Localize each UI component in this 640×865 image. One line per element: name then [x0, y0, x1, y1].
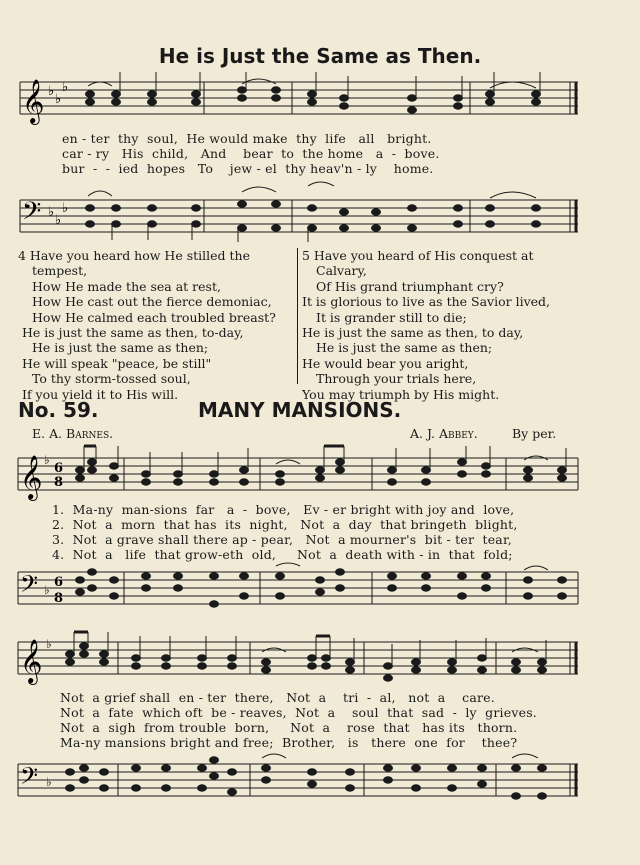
hymn1-bass-staff — [0, 172, 640, 242]
svg-text:𝄢: 𝄢 — [20, 762, 39, 795]
hymn-title-2: MANY MANSIONS. — [198, 398, 402, 422]
hymn-title: He is Just the Same as Then. — [158, 44, 482, 68]
flat-icon: ♭ — [48, 84, 55, 99]
hymn2-treble-staff-1 — [0, 442, 640, 502]
svg-text:8: 8 — [54, 475, 64, 490]
hymn-number: No. 59. — [18, 398, 99, 422]
svg-text:♭: ♭ — [44, 453, 50, 467]
treble-clef-icon-2: 𝄞 — [20, 455, 43, 499]
treble-clef-icon: 𝄞 — [22, 79, 45, 123]
svg-text:♭: ♭ — [46, 775, 52, 789]
hymn2-treble-staff-2 — [0, 628, 640, 690]
svg-text:♭: ♭ — [55, 213, 62, 228]
svg-text:6: 6 — [54, 461, 64, 476]
svg-text:♭: ♭ — [44, 583, 50, 597]
svg-text:8: 8 — [54, 591, 64, 606]
verse-4: 4 Have you heard how He stilled the tempest, How He made the sea at rest, How He cast out the fierce demoniac, How He calmed each troubled breast? He is just the same as then, to-day, He is just the same as then; He will speak "peace, be still" To thy storm-tossed soul, If you yield it to His will. — [18, 248, 276, 402]
hymn2-verse-3: 3. Not a grave shall there ap - pear, Not a mourner's bit - ter tear, — [52, 532, 512, 547]
svg-text:♭: ♭ — [46, 637, 52, 651]
svg-text:♭: ♭ — [48, 205, 55, 220]
svg-text:♭: ♭ — [62, 80, 69, 95]
svg-text:𝄢: 𝄢 — [20, 570, 39, 603]
hymn2-verse-1: 1. Ma-ny man-sions far a - bove, Ev - er bright with joy and love, — [52, 502, 515, 517]
hymn2-refrain-4: Ma-ny mansions bright and free; Brother, is there one for thee? — [60, 735, 518, 750]
hymn2-bass-staff-2 — [0, 748, 640, 814]
hymn1-lyric-line-2: car - ry His child, And bear to the home a - bove. — [62, 146, 440, 161]
hymn2-refrain-2: Not a fate which oft be - reaves, Not a soul that sad - ly grieves. — [60, 705, 537, 720]
hymn1-treble-staff — [0, 70, 640, 140]
svg-text:6: 6 — [54, 575, 64, 590]
verse-5: 5 Have you heard of His conquest at Calvary, Of His grand triumphant cry? It is glorious to live as the Savior lived, It is grander still to die; He is just the same as then, to day, He is just the same as then; He would bear you aright, Through your trials here, You may triumph by His might. — [302, 248, 550, 402]
hymn2-refrain-3: Not a sigh from trouble born, Not a rose that has its thorn. — [60, 720, 518, 735]
permission-credit: By per. — [512, 426, 557, 441]
hymn2-bass-staff-1 — [0, 558, 640, 620]
hymn1-lyric-line-1: en - ter thy soul, He would make thy life all bright. — [62, 131, 432, 146]
svg-text:♭: ♭ — [55, 92, 62, 107]
hymn2-refrain-1: Not a grief shall en - ter there, Not a tri - al, not a care. — [60, 690, 495, 705]
author-credit: E. A. Barnes. — [32, 426, 114, 441]
verse-divider — [297, 248, 298, 384]
bass-clef-icon: 𝄢 — [22, 197, 42, 232]
hymn2-verse-4: 4. Not a life that grow-eth old, Not a death with - in that fold; — [52, 547, 513, 562]
hymn2-verse-2: 2. Not a morn that has its night, Not a day that bringeth blight, — [52, 517, 518, 532]
composer-credit: A. J. Abbey. — [410, 426, 478, 441]
hymn1-lyric-line-3: bur - - ied hopes To jew - el thy heav'n - ly home. — [62, 161, 434, 176]
svg-text:𝄞: 𝄞 — [20, 639, 43, 683]
svg-text:♭: ♭ — [62, 201, 69, 216]
